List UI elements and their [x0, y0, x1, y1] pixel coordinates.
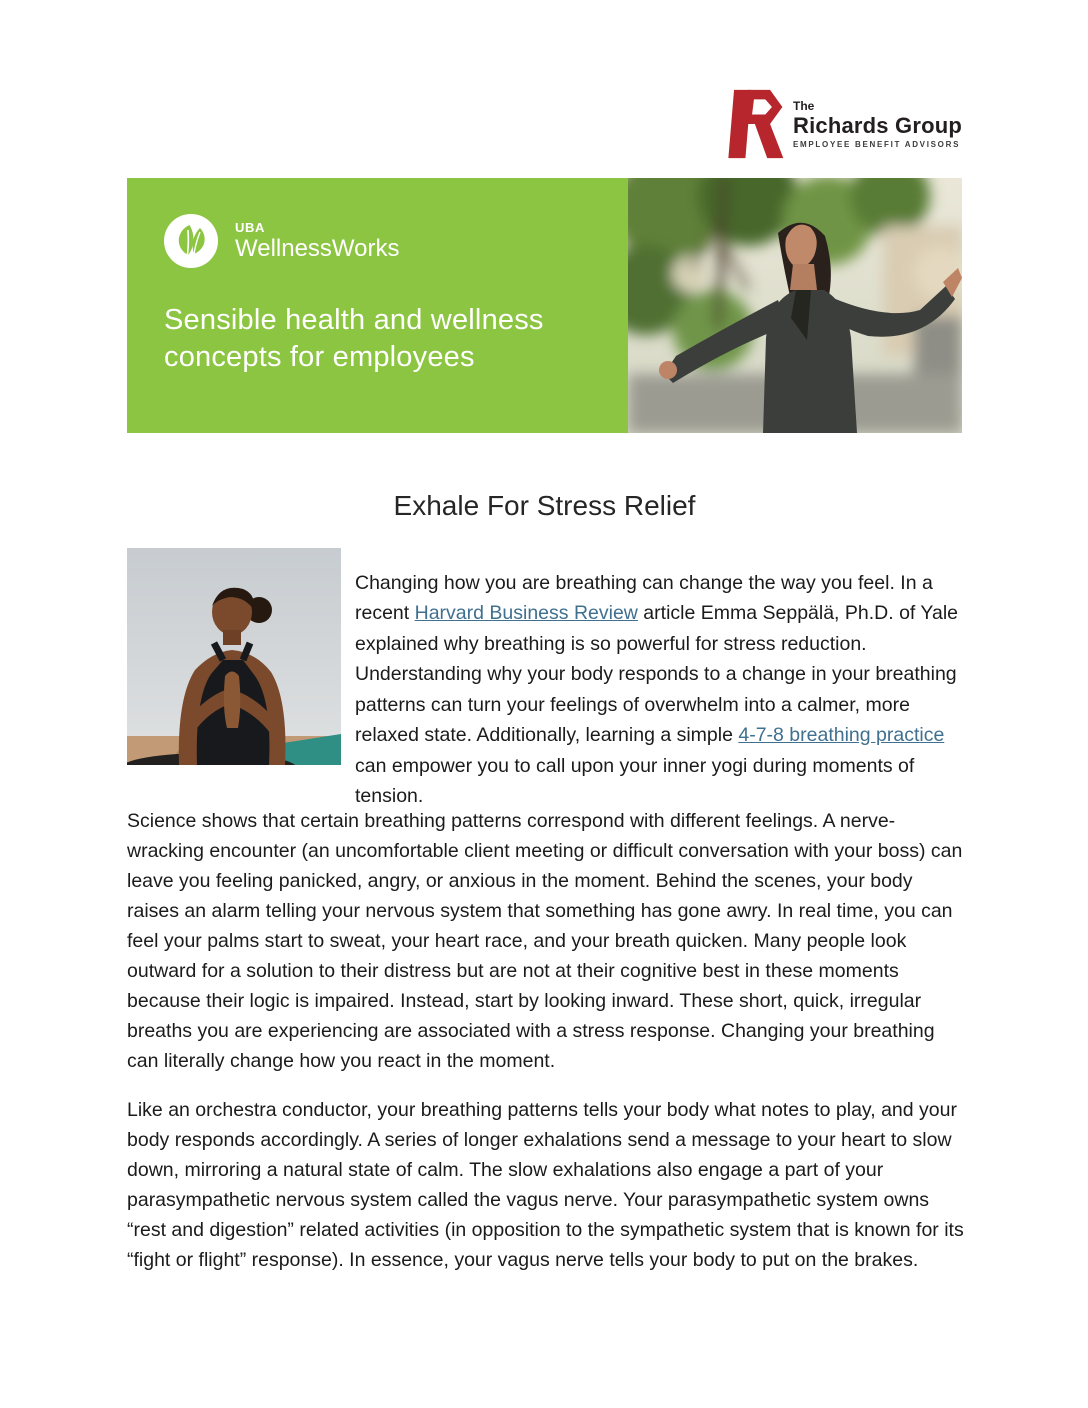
paragraph-science-shows: Science shows that certain breathing patterns correspond with different feelings. A nerve-wracking encounter (an uncomfortable client meeting or difficult conversation with your boss) can leave you feeling panicked, angry, or anxious in the moment. Behind the scenes, your body raises an alarm telling your nervous system that something has gone awry. In real time, you can feel your palms start to sweat, your heart race, and your breath quicken. Many people look outward for a solution to their distress but are not at their cognitive best in these moments because their logic is impaired. Instead, start by looking inward. These short, quick, irregular breaths you are experiencing are associated with a stress response. Changing your breathing can literally change how you react in the moment. [127, 810, 963, 1072]
leaf-icon [164, 214, 218, 268]
banner-headline: Sensible health and wellness concepts for employees [164, 304, 544, 373]
intro-part2: article Emma Seppälä, Ph.D. of Yale explained why breathing is so powerful for stress reduction. Understanding why your body responds to a change in your breathing patterns can turn your feelings of overwhelm into a calmer, more relaxed state. Additionally, learning a simple [355, 602, 958, 746]
paragraph-orchestra-conductor: Like an orchestra conductor, your breathing patterns tells your body what notes to play, and your body responds accordingly. A series of longer exhalations send a message to your heart to slow down, mirroring a natural state of calm. The slow exhalations also engage a part of your parasympathetic nervous system called the vagus nerve. Your parasympathetic system owns “rest and digestion” related activities (in opposition to the sympathetic system that is known for its “fight or flight” response). In essence, your vagus nerve tells your body to put on the brakes. [127, 1099, 964, 1271]
intro-section [127, 548, 967, 831]
uba-wellnessworks-brand [164, 214, 600, 268]
intro-paragraph [355, 568, 967, 812]
banner-green-panel [127, 178, 628, 433]
intro-part1: Changing how you are breathing can change the way you feel. In a recent [355, 571, 933, 624]
logo-company-name: Richards Group [793, 113, 963, 138]
harvard-business-review-link[interactable]: Harvard Business Review [414, 602, 638, 624]
logo-tagline: EMPLOYEE BENEFIT ADVISORS [793, 140, 961, 149]
article-title: Exhale For Stress Relief [393, 490, 696, 521]
banner-photo-woman-arms-outstretched [628, 178, 962, 433]
logo-the: The [793, 99, 815, 113]
breathing-practice-link[interactable]: 4-7-8 breathing practice [738, 724, 945, 746]
brand-wellnessworks: WellnessWorks [235, 234, 400, 262]
brand-text-block [235, 220, 399, 263]
wellnessworks-banner [127, 178, 962, 433]
intro-part3: can empower you to call upon your inner yogi during moments of tension. [355, 754, 915, 807]
logo-text-block [793, 88, 962, 149]
meditation-photo-woman-praying-hands [127, 548, 341, 765]
brand-uba: UBA [235, 219, 265, 235]
richards-group-logo [722, 88, 962, 160]
article-body [127, 806, 965, 1275]
richards-group-r-icon [722, 88, 784, 160]
